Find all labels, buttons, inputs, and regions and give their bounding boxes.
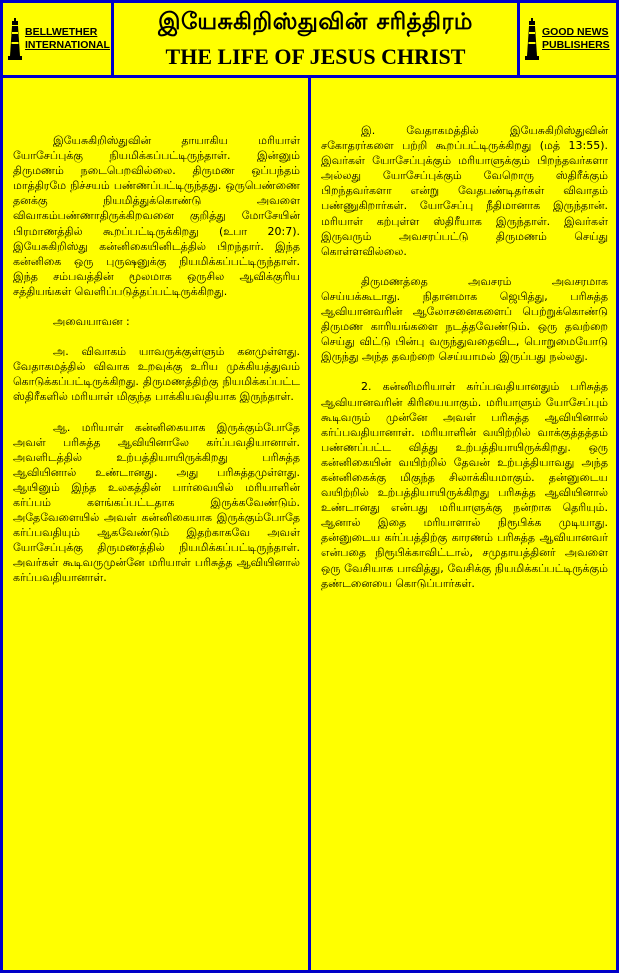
title-banner bbox=[114, 3, 517, 75]
logo-left-line2: INTERNATIONAL bbox=[25, 39, 110, 51]
logo-right-line2: PUBLISHERS bbox=[542, 39, 610, 51]
paragraph-point-2: 2. கன்னிமரியாள் கர்ப்பவதியானதும் பரிசுத்த ஆவியானவரின் கிரியையாகும். மரியாளும் யோசேப்பும் கூடிவரும் முன்னே அவள் பரிசுத்த ஆவியினால் கர்ப்பவதியானாள். மரியாளின் வயிற்றில் வாக்குத்தத்தம் பண்ணப்பட்ட வித்து உற்பத்தியாயிருக்கிறது. ஒரு கன்னிகையின் வயிற்றில் தேவன் உற்பத்தியாவது அந்த கன்னிகைக்கு மிகுந்த சிலாக்கியமாகும். தன்னுடைய வயிற்றில் உற்பத்தியாயிருக்கிறது பரிசுத்த ஆவியினால் உண்டானது என்பது மரியாளுக்கு நன்றாக தெரியும். ஆனால் இதை மரியாளால் நிரூபிக்க முடியாது. தன்னுடைய கர்ப்பத்திற்கு காரணம் பரிசுத்த ஆவியானவர் என்பதை நிரூபிக்காவிட்டால், சமுதாயத்தினர் அவளை ஒரு வேசியாக பாவித்து, வேசிக்கு நியமிக்கப்பட்டிருக்கும் தண்டனையை கொடுப்பார்கள். bbox=[321, 380, 608, 590]
lighthouse-icon bbox=[7, 18, 23, 60]
paragraph-point-aa: ஆ. மரியாள் கன்னிகையாக இருக்கும்போதே அவள் பரிசுத்த ஆவியினாலே கர்ப்பவதியானாள். அவளிடத்தில் உற்பத்தியாயிருக்கிறது பரிசுத்த ஆவியினால் உண்டானது. அது பரிசுத்தமுள்ளது. ஆயினும் இந்த உலகத்தின் பார்வையில் மரியாளின் கர்ப்பம் களங்கப்பட்டதாக இருக்கவேண்டும். அதேவேளையில் அவள் கன்னிகையாக இருக்கும்போதே கர்ப்பவதியும் ஆகவேண்டும் இதற்காகவே அவள் யோசேப்புக்கு திருமணத்தில் நியமிக்கப்பட்டிருந்தாள். அவர்கள் கூடிவருமுன்னே மரியாள் பரிசுத்த ஆவியினால் கர்ப்பவதியானாள். bbox=[13, 420, 300, 585]
paragraph-intro: இயேசுகிறிஸ்துவின் தாயாகிய மரியாள் யோசேப்புக்கு நியமிக்கப்பட்டிருந்தாள். இன்னும் திருமணம் நடைபெறவில்லை. திருமண ஒப்பந்தம் மாத்திரமே நிச்சயம் பண்ணப்பட்டிருந்தது. ஒருபெண்ணை தனக்கு நியமித்துக்கொண்டு அவளை விவாகம்பண்ணாதிருக்கிறவனை குறித்து மோசேயின் பிரமாணத்தில் கூறப்பட்டிருக்கிறது (உபா 20:7). இயேசுகிறிஸ்து கன்னிகையினிடத்தில் பிறந்தார். இந்த கன்னிகை ஒரு புருஷனுக்கு நியமிக்கப்பட்டிருந்தாள். இந்த சம்பவத்தின் மூலமாக ஒருசில ஆவிக்குரிய சத்தியங்கள் வெளிப்படுத்தப்பட்டிருக்கிறது. bbox=[13, 134, 300, 298]
paragraph-label: அவையாவன : bbox=[53, 315, 130, 329]
paragraph-marriage-advice: திருமணத்தை அவசரம் அவசரமாக செய்யக்கூடாது. நிதானமாக ஜெபித்து, பரிசுத்த ஆவியானவரின் ஆலோசனைகளைப் பெற்றுக்கொண்டு திருமண காரியங்களை நடத்தவேண்டும். ஒரு தவற்றை செய்து விட்டு பின்பு வருந்துவதைவிட, பொறுமையோடு இருந்து அந்த தவற்றை செய்யாமல் இருப்பது நல்லது. bbox=[321, 274, 608, 364]
left-column bbox=[3, 78, 308, 970]
logo-left-line1: BELLWETHER bbox=[25, 26, 98, 38]
paragraph-point-a: அ. விவாகம் யாவருக்குள்ளும் கனமுள்ளது. வேதாகமத்தில் விவாக உறவுக்கு உரிய முக்கியத்துவம் கொடுக்கப்பட்டிருக்கிறது. திருமணத்திற்கு நியமிக்கப்பட்ட ஸ்திரீகளில் மரியாள் மிகுந்த பாக்கியவதியாக இருந்தாள். bbox=[13, 345, 300, 404]
bellwether-logo bbox=[3, 3, 111, 75]
lighthouse-icon bbox=[524, 18, 540, 60]
title-tamil: இயேசுகிறிஸ்துவின் சரித்திரம் bbox=[158, 9, 473, 35]
paragraph-point-i: இ. வேதாகமத்தில் இயேசுகிறிஸ்துவின் சகோதரர்களை பற்றி கூறப்பட்டிருக்கிறது (மத் 13:55). இவர்கள் யோசேப்புக்கும் மரியாளுக்கும் பிறந்தவர்களா அல்லது யோசேப்புக்கும் வேறொரு ஸ்திரீக்கும் பிறந்தவர்களா என்று வேதபண்டிதர்கள் விவாதம் பண்ணுகிறார்கள். யோசேப்பு நீதிமானாக இருந்தான். மரியாள் கற்புள்ள ஸ்திரீயாக இருந்தாள். இவர்கள் இருவரும் அவசரப்பட்டு திருமணம் செய்து கொள்ளவில்லை. bbox=[321, 124, 608, 258]
right-column bbox=[311, 78, 616, 970]
good-news-logo bbox=[520, 3, 616, 75]
title-english: THE LIFE OF JESUS CHRIST bbox=[165, 44, 466, 69]
logo-right-line1: GOOD NEWS bbox=[542, 26, 609, 38]
